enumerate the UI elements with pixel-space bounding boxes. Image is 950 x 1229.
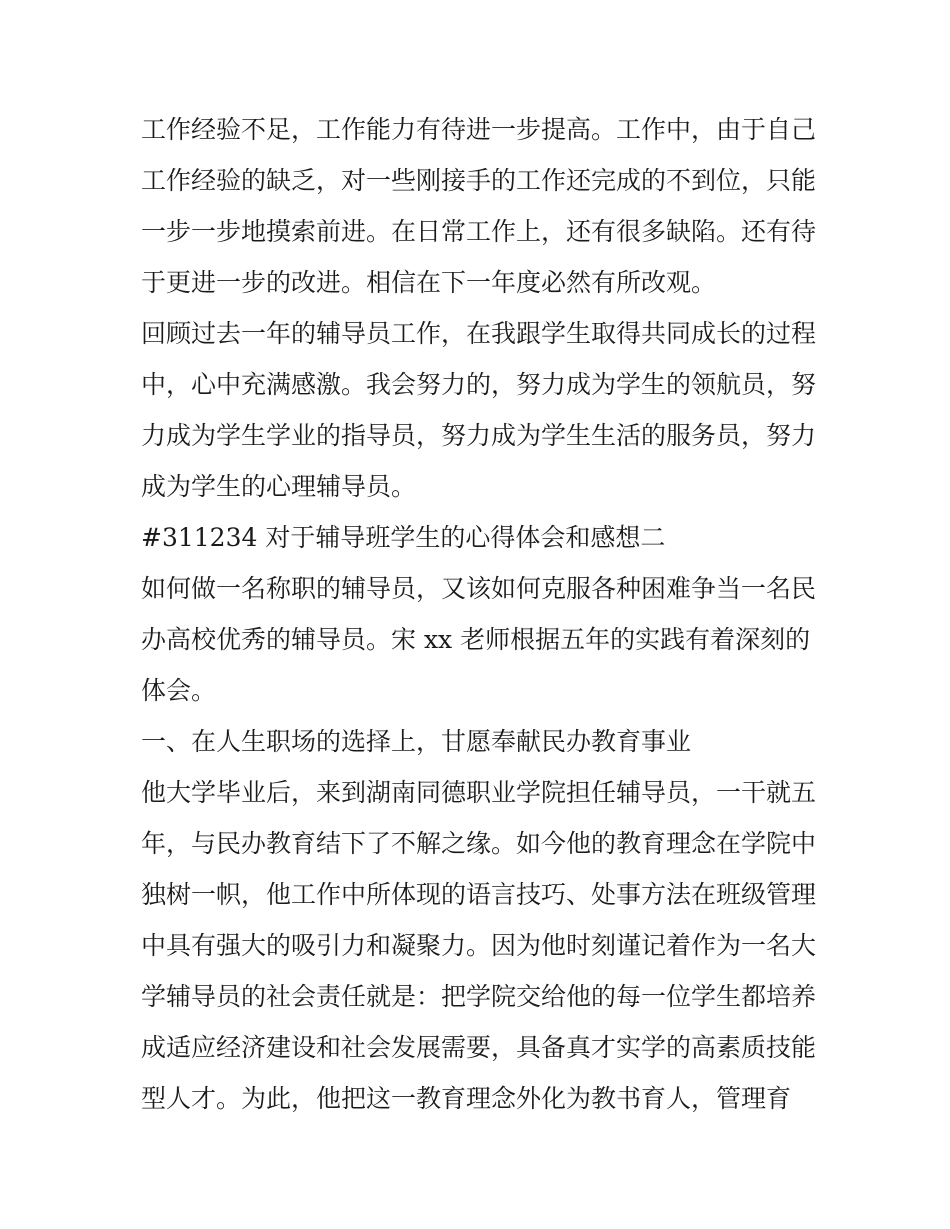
document-body xyxy=(141,104,821,1124)
text-line: 中，心中充满感激。我会努力的，努力成为学生的领航员，努 xyxy=(141,370,817,399)
text-line: 办高校优秀的辅导员。宋 xx 老师根据五年的实践有着深刻的 xyxy=(141,625,811,654)
subsection-heading: 一、在人生职场的选择上，甘愿奉献民办教育事业 xyxy=(141,727,692,756)
text-line: 回顾过去一年的辅导员工作，在我跟学生取得共同成长的过程 xyxy=(141,319,817,348)
text-line: 成为学生的心理辅导员。 xyxy=(141,472,417,501)
text-line: 如何做一名称职的辅导员，又该如何克服各种困难争当一名民 xyxy=(141,574,817,603)
section-heading: #311234 对于辅导班学生的心得体会和感想二 xyxy=(141,523,666,552)
text-line: 型人才。为此，他把这一教育理念外化为教书育人，管理育 xyxy=(141,1084,792,1113)
text-line: 一步一步地摸索前进。在日常工作上，还有很多缺陷。还有待 xyxy=(141,217,817,246)
text-line: 中具有强大的吸引力和凝聚力。因为他时刻谨记着作为一名大 xyxy=(141,931,817,960)
text-line: 成适应经济建设和社会发展需要，具备真才实学的高素质技能 xyxy=(141,1033,817,1062)
text-line: 学辅导员的社会责任就是：把学院交给他的每一位学生都培养 xyxy=(141,982,817,1011)
text-line: 力成为学生学业的指导员，努力成为学生生活的服务员，努力 xyxy=(141,421,817,450)
text-line: 工作经验不足，工作能力有待进一步提高。工作中，由于自己 xyxy=(141,115,817,144)
text-line: 独树一帜，他工作中所体现的语言技巧、处事方法在班级管理 xyxy=(141,880,817,909)
text-line: 年，与民办教育结下了不解之缘。如今他的教育理念在学院中 xyxy=(141,829,817,858)
text-line: 体会。 xyxy=(141,676,217,705)
text-line: 他大学毕业后，来到湖南同德职业学院担任辅导员，一干就五 xyxy=(141,778,817,807)
text-line: 工作经验的缺乏，对一些刚接手的工作还完成的不到位，只能 xyxy=(141,166,817,195)
text-line: 于更进一步的改进。相信在下一年度必然有所改观。 xyxy=(141,268,717,297)
